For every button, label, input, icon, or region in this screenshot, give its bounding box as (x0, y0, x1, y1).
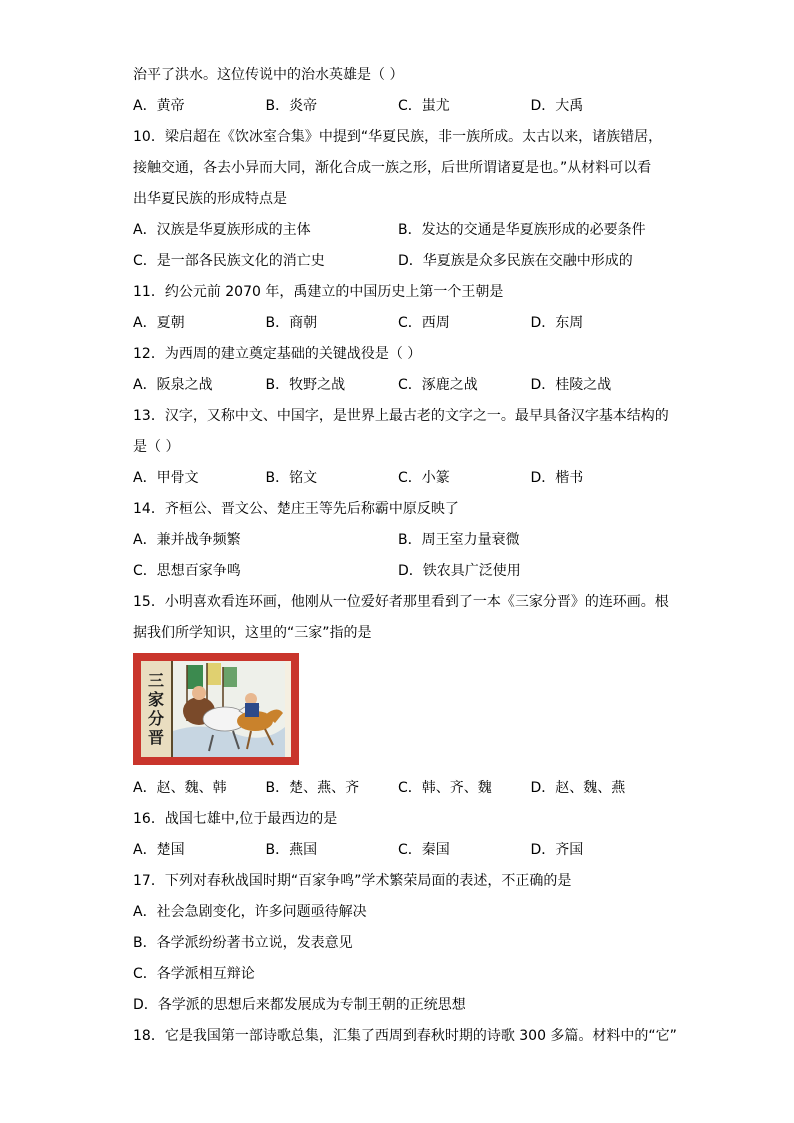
cover-illustration (173, 661, 291, 757)
option[interactable]: D．各学派的思想后来都发展成为专制王朝的正统思想 (133, 997, 466, 1013)
q11-options (133, 310, 663, 341)
option[interactable]: D．桂陵之战 (530, 377, 612, 393)
option[interactable]: B．各学派纷纷著书立说，发表意见 (133, 935, 353, 951)
option[interactable]: C．涿鹿之战 (398, 377, 478, 393)
q17-stem: 17．下列对春秋战国时期“百家争鸣”学术繁荣局面的表述，不正确的是 (133, 873, 572, 889)
option[interactable]: A．甲骨文 (133, 470, 199, 486)
q10-options-row1 (133, 217, 663, 248)
q13-options (133, 465, 663, 496)
option[interactable]: A．黄帝 (133, 98, 185, 114)
q14-options-row2 (133, 558, 663, 589)
q10-options-row2 (133, 248, 663, 279)
q11-stem: 11．约公元前 2070 年，禹建立的中国历史上第一个王朝是 (133, 284, 504, 300)
q9-options (133, 93, 663, 124)
option[interactable]: C．思想百家争鸣 (133, 563, 241, 579)
option[interactable]: D．华夏族是众多民族在交融中形成的 (398, 253, 633, 269)
option[interactable]: D．楷书 (530, 470, 584, 486)
option[interactable]: C．蚩尤 (398, 98, 450, 114)
option[interactable]: A．社会急剧变化，许多问题亟待解决 (133, 904, 367, 920)
q10-stem-line: 出华夏民族的形成特点是 (133, 191, 287, 207)
option[interactable]: A．汉族是华夏族形成的主体 (133, 222, 311, 238)
option[interactable]: B．牧野之战 (265, 377, 346, 393)
comic-book-cover-image (133, 653, 299, 765)
option[interactable]: A．楚国 (133, 842, 185, 858)
option[interactable]: C．各学派相互辩论 (133, 966, 255, 982)
option[interactable]: C．秦国 (398, 842, 450, 858)
option[interactable]: A．夏朝 (133, 315, 185, 331)
cover-title-char: 三 (147, 671, 164, 690)
option[interactable]: C．小篆 (398, 470, 450, 486)
option[interactable]: B．炎帝 (265, 98, 318, 114)
option[interactable]: A．阪泉之战 (133, 377, 213, 393)
q9-stem: 治平了洪水。这位传说中的治水英雄是（ ） (133, 67, 404, 83)
q12-stem: 12．为西周的建立奠定基础的关键战役是（ ） (133, 346, 422, 362)
q10-stem-line: 接触交通，各去小异而大同，渐化合成一族之形，后世所谓诸夏是也。”从材料可以看 (133, 160, 652, 176)
option[interactable]: B．铭文 (265, 470, 318, 486)
option[interactable]: D．东周 (530, 315, 584, 331)
cover-title-char: 晋 (147, 728, 164, 747)
q16-options (133, 837, 663, 868)
option[interactable]: B．发达的交通是华夏族形成的必要条件 (398, 222, 646, 238)
option[interactable]: D．齐国 (530, 842, 584, 858)
option[interactable]: A．赵、魏、韩 (133, 780, 227, 796)
option[interactable]: B．商朝 (265, 315, 318, 331)
cover-title-char: 分 (147, 709, 164, 728)
q14-options-row1 (133, 527, 663, 558)
cover-title (141, 661, 173, 757)
cover-title-char: 家 (147, 690, 164, 709)
option[interactable]: C．是一部各民族文化的消亡史 (133, 253, 325, 269)
q13-stem-line: 是（ ） (133, 439, 180, 455)
option[interactable]: D．铁农具广泛使用 (398, 563, 521, 579)
option[interactable]: B．楚、燕、齐 (265, 780, 360, 796)
option[interactable]: A．兼并战争频繁 (133, 532, 241, 548)
q15-stem-line: 据我们所学知识，这里的“三家”指的是 (133, 625, 372, 641)
q15-stem-line: 15．小明喜欢看连环画，他刚从一位爱好者那里看到了一本《三家分晋》的连环画。根 (133, 594, 669, 610)
q12-options (133, 372, 663, 403)
q18-stem: 18．它是我国第一部诗歌总集，汇集了西周到春秋时期的诗歌 300 多篇。材料中的“它” (133, 1028, 677, 1044)
option[interactable]: B．周王室力量衰微 (398, 532, 520, 548)
question-list (133, 62, 677, 1054)
option[interactable]: B．燕国 (265, 842, 318, 858)
cover-inner (141, 661, 291, 757)
option[interactable]: D．赵、魏、燕 (530, 780, 626, 796)
option[interactable]: C．韩、齐、魏 (398, 780, 492, 796)
option[interactable]: D．大禹 (530, 98, 584, 114)
battle-scene-illustration (173, 661, 285, 757)
q16-stem: 16．战国七雄中,位于最西边的是 (133, 811, 338, 827)
q10-stem-line: 10．梁启超在《饮冰室合集》中提到“华夏民族，非一族所成。太古以来，诸族错居， (133, 129, 663, 145)
q14-stem: 14．齐桓公、晋文公、楚庄王等先后称霸中原反映了 (133, 501, 459, 517)
q13-stem-line: 13．汉字，又称中文、中国字，是世界上最古老的文字之一。最早具备汉字基本结构的 (133, 408, 669, 424)
option[interactable]: C．西周 (398, 315, 450, 331)
q15-options (133, 775, 663, 806)
